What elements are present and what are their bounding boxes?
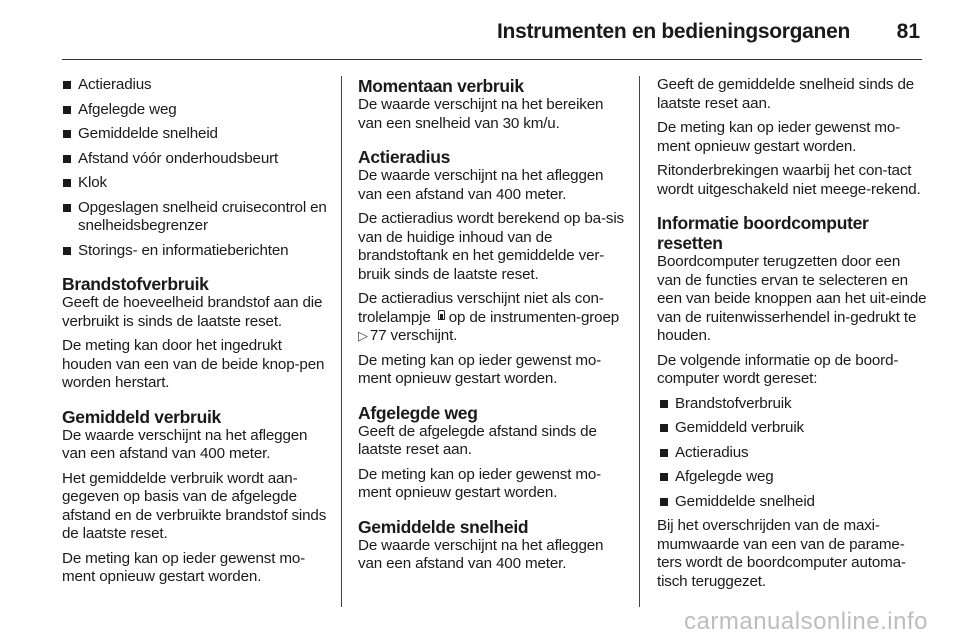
bullet-square-icon: [63, 247, 71, 255]
paragraph: De waarde verschijnt na het bereiken van een snelheid van 30 km/u.: [358, 96, 604, 132]
section-heading: Momentaan verbruik: [358, 76, 524, 96]
section-heading: Afgelegde weg: [358, 402, 478, 423]
watermark: carmanualsonline.info: [684, 608, 928, 635]
list-item: Afgelegde weg: [659, 468, 927, 487]
section-heading: Actieradius: [358, 147, 451, 167]
fuel-warning-lamp-icon: [437, 310, 447, 323]
paragraph: De waarde verschijnt na het afleggen van een afstand van 400 meter.: [62, 426, 308, 462]
page-header: [0, 0, 960, 60]
paragraph: Het gemiddelde verbruik wordt aan-gegeven op basis van de afgelegde afstand en de verbruikte brandstof sinds de laatste reset.: [62, 469, 327, 542]
list-item: Gemiddelde snelheid: [659, 493, 927, 512]
list-item: Actieradius: [62, 76, 328, 95]
section-heading: Brandstofverbruik: [62, 274, 209, 294]
list-item: Actieradius: [659, 444, 927, 463]
page-reference-icon: ▷: [358, 328, 368, 343]
paragraph: Bij het overschrijden van de maxi-mumwaarde van een van de parame-ters wordt de boordcomputer automa-tisch teruggezet.: [657, 517, 906, 590]
paragraph: De actieradius wordt berekend op ba-sis van de huidige inhoud van de brandstoftank en het gemiddelde ver-bruik sinds de laatste reset.: [358, 210, 624, 283]
list-item: Gemiddeld verbruik: [659, 419, 927, 438]
list-item: Opgeslagen snelheid cruisecontrol en snelheidsbegrenzer: [62, 199, 328, 236]
section-heading: Gemiddeld verbruik: [62, 406, 221, 427]
paragraph: De meting kan door het ingedrukt houden van een van de beide knop-pen worden herstart.: [62, 337, 325, 391]
header-rule: [62, 59, 922, 60]
bullet-square-icon: [660, 424, 668, 432]
bullet-square-icon: [63, 179, 71, 187]
paragraph: De waarde verschijnt na het afleggen van een afstand van 400 meter.: [358, 167, 604, 203]
section-heading: Gemiddelde snelheid: [358, 516, 529, 537]
bullet-square-icon: [63, 130, 71, 138]
paragraph: De meting kan op ieder gewenst mo-ment opnieuw gestart worden.: [358, 351, 602, 387]
paragraph: Ritonderbrekingen waarbij het con-tact wordt uitgeschakeld niet meege-rekend.: [657, 162, 921, 198]
list-item: Brandstofverbruik: [659, 395, 927, 414]
paragraph: De waarde verschijnt na het afleggen van een afstand van 400 meter.: [358, 536, 604, 572]
bullet-square-icon: [63, 204, 71, 212]
list-item: Storings- en informatieberichten: [62, 242, 328, 261]
list-item: Afgelegde weg: [62, 101, 328, 120]
bullet-square-icon: [660, 400, 668, 408]
page-title: Instrumenten en bedieningsorganen: [497, 20, 850, 43]
paragraph: De actieradius verschijnt niet als con-trolelampje op de instrumenten-groep ▷ 77 verschijnt.: [358, 290, 620, 344]
bullet-square-icon: [660, 473, 668, 481]
paragraph: Boordcomputer terugzetten door een van de functies ervan te selecteren en een van beide knoppen aan het uit-einde van de ruitenwisserhendel in-gedrukt te houden.: [657, 253, 927, 344]
reset-list: [659, 395, 927, 512]
page-reference-link[interactable]: 77: [369, 327, 387, 344]
paragraph: Geeft de hoeveelheid brandstof aan die verbruikt is sinds de laatste reset.: [62, 294, 323, 330]
feature-list: [62, 76, 328, 260]
column-divider-2: [639, 76, 640, 607]
paragraph: Geeft de afgelegde afstand sinds de laatste reset aan.: [358, 422, 597, 458]
section-heading: Informatie boordcomputer resetten: [657, 213, 869, 253]
paragraph: De meting kan op ieder gewenst mo-ment opnieuw gestart worden.: [62, 549, 306, 585]
paragraph: De volgende informatie op de boord-computer wordt gereset:: [657, 351, 899, 387]
bullet-square-icon: [63, 106, 71, 114]
page-number: 81: [896, 20, 920, 43]
paragraph: De meting kan op ieder gewenst mo-ment opnieuw gestart worden.: [358, 465, 602, 501]
bullet-square-icon: [660, 449, 668, 457]
bullet-square-icon: [63, 155, 71, 163]
list-item: Klok: [62, 174, 328, 193]
column-1: [62, 76, 328, 593]
paragraph: Geeft de gemiddelde snelheid sinds de laatste reset aan.: [657, 76, 915, 112]
column-3: [657, 76, 927, 597]
column-divider-1: [341, 76, 342, 607]
column-2: [358, 76, 626, 580]
list-item: Gemiddelde snelheid: [62, 125, 328, 144]
list-item: Afstand vóór onderhoudsbeurt: [62, 150, 328, 169]
bullet-square-icon: [63, 81, 71, 89]
bullet-square-icon: [660, 498, 668, 506]
paragraph: De meting kan op ieder gewenst mo-ment opnieuw gestart worden.: [657, 119, 901, 155]
